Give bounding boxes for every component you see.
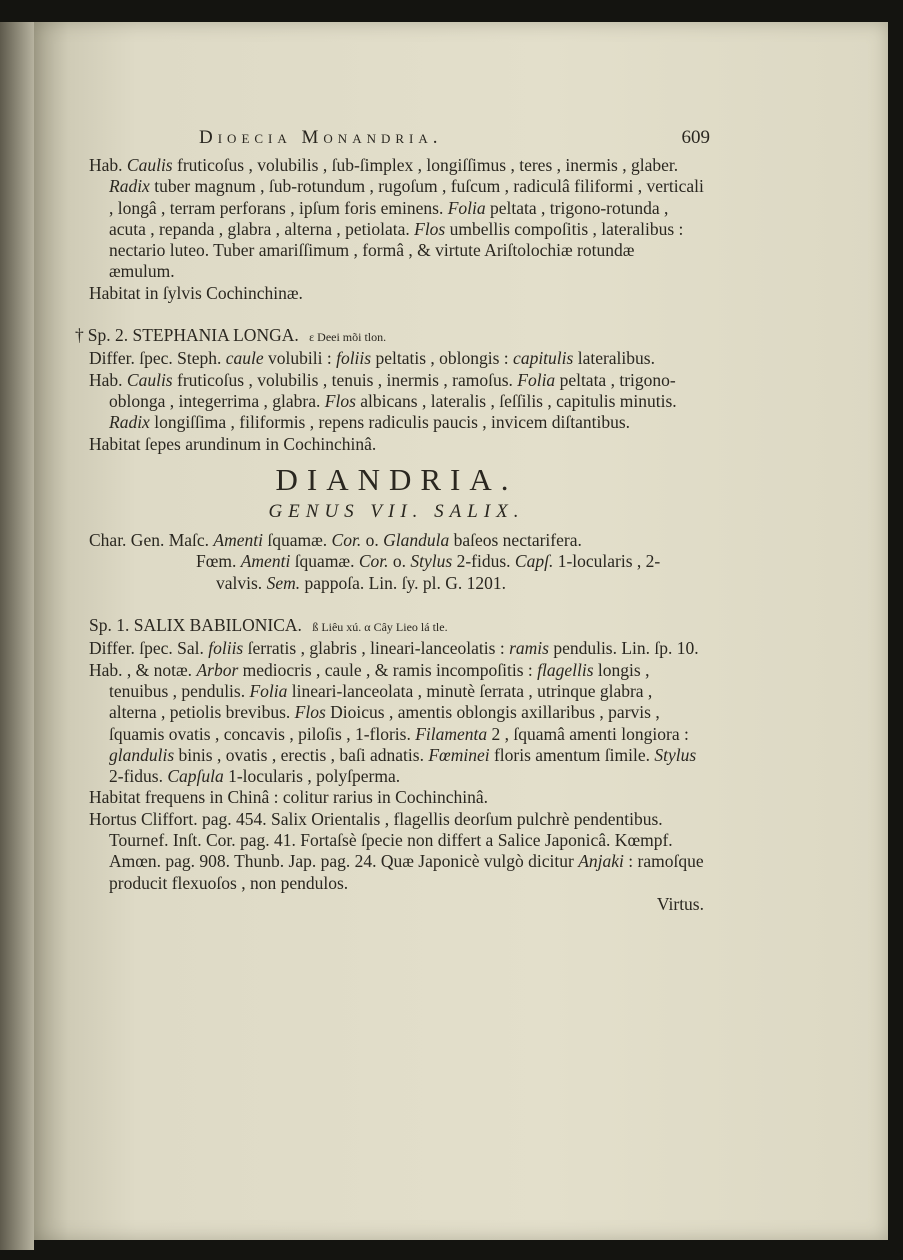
running-title: Dioecia Monandria. [199,127,443,148]
catchword: Virtus. [656,893,704,914]
paragraph: Habitat ſepes arundinum in Cochinchinâ. [89,433,377,454]
spacer [89,594,704,615]
character-line: Char. Gen. Maſc. Amenti ſquamæ. Cor. o. Glandula baſeos nectarifera. [89,530,582,551]
genus-heading: GENUS VII. SALIX. [268,500,525,522]
book-page [34,22,888,1240]
paragraph: Hab. Caulis fruticoſus , volubilis , ſub-ſimplex , longiſſimus , teres , inermis , glaber. Radix tuber magnum , ſub-rotundum , rugoſum , fuſcum , radiculâ filiformi , verticali , longâ , terram perforans , ipſum foris eminens. Folia peltata , trigono-rotunda , acuta , repanda , glabra , alterna , petiolata. Flos umbellis compoſitis , lateralibus : nectario luteo. Tuber amariſſimum , formâ , & virtute Ariſtolochiæ rotundæ æmulum. [89,155,704,282]
paragraph: Differ. ſpec. Steph. caule volubili : foliis peltatis , oblongis : capitulis lateralibus. [89,348,655,369]
facing-page-edge [0,22,34,1250]
section-heading: DIANDRIA. [275,461,518,497]
paragraph: Hortus Cliffort. pag. 454. Salix Orientalis , flagellis deorſum pulchrè pendentibus. Tournef. Inſt. Cor. pag. 41. Fortaſsè ſpecie non differt a Salice Japonicâ. Kœmpf. Amœn. pag. 908. Thunb. Jap. pag. 24. Quæ Japonicè vulgò dicitur Anjaki : ramoſque producit flexuoſos , non pendulos. [89,808,704,893]
character-line-sub: Fœm. Amenti ſquamæ. Cor. o. Stylus 2-fidus. Capſ. 1-locularis , 2-valvis. Sem. pappoſa. Lin. ſy. pl. G. 1201. [196,551,661,593]
paragraph: Differ. ſpec. Sal. foliis ſerratis , glabris , lineari-lanceolatis : ramis pendulis. Lin. ſp. 10. [89,638,699,659]
paragraph: Hab. , & notæ. Arbor mediocris , caule , & ramis incompoſitis : flagellis longis , tenuibus , pendulis. Folia lineari-lanceolata , minutè ſerrata , utrinque glabra , alterna , petiolis brevibus. Flos Dioicus , amentis oblongis axillaribus , parvis , ſquamis ovatis , concavis , piloſis , 1-floris. Filamenta 2 , ſquamâ amenti longiora : glandulis binis , ovatis , erectis , baſi adnatis. Fœminei floris amentum ſimile. Stylus 2-fidus. Capſula 1-locularis , polyſperma. [89,659,697,787]
page-number: 609 [681,127,710,148]
paragraph: Sp. 1. SALIX BABILONICA. ß Liêu xú. α Cây Lieo lá tle. [89,615,448,636]
paragraph: Hab. Caulis fruticoſus , volubilis , tenuis , inermis , ramoſus. Folia peltata , trigono-oblonga , integerrima , glabra. Flos albicans , lateralis , ſeſſilis , capitulis minutis. Radix longiſſima , filiformis , repens radiculis paucis , invicem diſtantibus. [89,369,677,433]
paragraph: † Sp. 2. STEPHANIA LONGA. ɛ Deei mõi tlon. [75,325,387,346]
spacer [89,304,704,325]
paragraph: Habitat in ſylvis Cochinchinæ. [89,282,303,303]
page-content [75,127,710,915]
running-head [89,127,710,153]
body-text [75,155,704,915]
paragraph: Habitat frequens in Chinâ : colitur rarius in Cochinchinâ. [89,787,488,808]
